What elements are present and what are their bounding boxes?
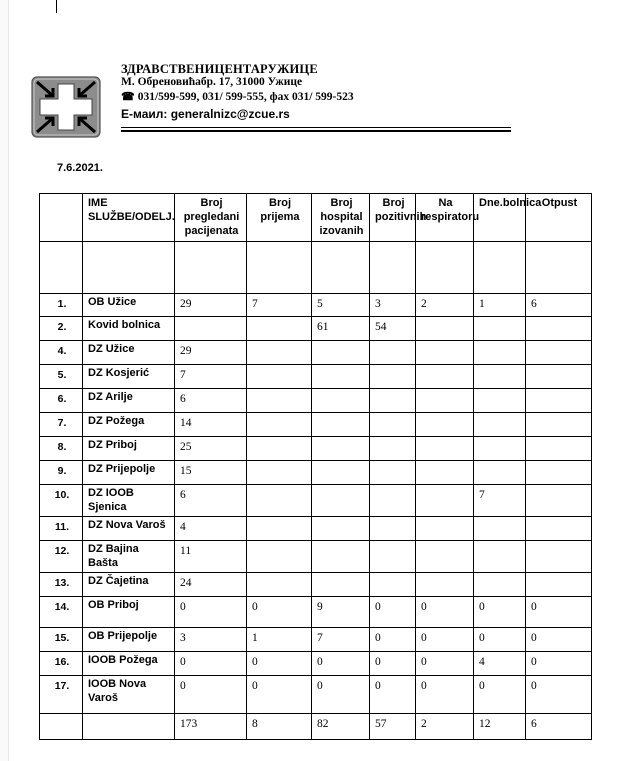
cell-hospitalized: 9 — [312, 597, 370, 628]
cell-day-hospital — [474, 573, 526, 597]
cell-discharge — [526, 365, 592, 389]
cell-day-hospital — [474, 517, 526, 541]
cell-hospitalized — [312, 517, 370, 541]
cell-examined: 173 — [175, 714, 247, 740]
header-positive: Broj pozitivnih — [370, 194, 416, 242]
cell-respirator — [416, 573, 474, 597]
cell-num: 8. — [40, 437, 83, 461]
cell-admissions: 0 — [247, 652, 312, 676]
cell-hospitalized: 0 — [312, 676, 370, 714]
cell-admissions — [247, 541, 312, 573]
cell-admissions — [247, 573, 312, 597]
cell-hospitalized: 61 — [312, 317, 370, 341]
cell-examined: 0 — [175, 597, 247, 628]
cell-day-hospital — [474, 341, 526, 365]
table-row — [40, 341, 592, 365]
cell-respirator — [416, 485, 474, 517]
header-admissions: Broj prijema — [247, 194, 312, 242]
cell-positive — [370, 573, 416, 597]
cell-day-hospital: 1 — [474, 294, 526, 317]
cell-num: 12. — [40, 541, 83, 573]
table-row — [40, 573, 592, 597]
cell-day-hospital — [474, 461, 526, 485]
cell-respirator: 0 — [416, 628, 474, 652]
cell-respirator — [416, 437, 474, 461]
cell-name: IOOB Nova Varoš — [83, 676, 175, 714]
health-center-logo — [31, 76, 101, 138]
cell-discharge — [526, 341, 592, 365]
cell-admissions — [247, 341, 312, 365]
cell-num: 10. — [40, 485, 83, 517]
cell-admissions — [247, 317, 312, 341]
cell-hospitalized — [312, 461, 370, 485]
cell-num: 5. — [40, 365, 83, 389]
cell-name: DZ Priboj — [83, 437, 175, 461]
cell-num: 15. — [40, 628, 83, 652]
cell-name: IOOB Požega — [83, 652, 175, 676]
cell-hospitalized — [312, 485, 370, 517]
cell-day-hospital — [474, 437, 526, 461]
cell-name: DZ Užice — [83, 341, 175, 365]
cell-discharge — [526, 413, 592, 437]
page-margin — [0, 0, 9, 761]
cell-day-hospital: 7 — [474, 485, 526, 517]
table-row — [40, 541, 592, 573]
table-row — [40, 652, 592, 676]
cell-day-hospital: 0 — [474, 628, 526, 652]
cell-respirator: 0 — [416, 597, 474, 628]
table-row — [40, 389, 592, 413]
cell-hospitalized: 0 — [312, 652, 370, 676]
report-date: 7.6.2021. — [57, 162, 103, 174]
cell-name: DZ Arilje — [83, 389, 175, 413]
cell-admissions: 1 — [247, 628, 312, 652]
header-hospitalized: Broj hospital izovanih — [312, 194, 370, 242]
cell-positive — [370, 541, 416, 573]
cell-hospitalized: 7 — [312, 628, 370, 652]
cell-name — [83, 714, 175, 740]
cell-day-hospital — [474, 541, 526, 573]
cell-examined: 24 — [175, 573, 247, 597]
cell-discharge: 0 — [526, 597, 592, 628]
cell-num: 16. — [40, 652, 83, 676]
cell-respirator — [416, 541, 474, 573]
table-row — [40, 413, 592, 437]
cell-hospitalized — [312, 541, 370, 573]
cell-discharge — [526, 389, 592, 413]
cell-discharge — [526, 461, 592, 485]
cell-examined: 4 — [175, 517, 247, 541]
cell-discharge: 0 — [526, 676, 592, 714]
cell-positive — [370, 437, 416, 461]
cell-name: Kovid bolnica — [83, 317, 175, 341]
cell-respirator — [416, 341, 474, 365]
cell-discharge — [526, 317, 592, 341]
header-unit-name: IME SLUŽBE/ODELJ. — [83, 194, 175, 242]
cell-name: OB Prijepolje — [83, 628, 175, 652]
cell-discharge — [526, 517, 592, 541]
table-row — [40, 437, 592, 461]
cell-hospitalized — [312, 389, 370, 413]
cell-admissions: 8 — [247, 714, 312, 740]
cell-day-hospital — [474, 317, 526, 341]
report-table — [39, 193, 592, 740]
totals-row — [40, 714, 592, 740]
cell-respirator: 0 — [416, 676, 474, 714]
cell-admissions — [247, 365, 312, 389]
cell-examined: 0 — [175, 676, 247, 714]
cell-examined: 29 — [175, 341, 247, 365]
cell-positive: 0 — [370, 676, 416, 714]
cell-respirator: 2 — [416, 714, 474, 740]
cell-num: 2. — [40, 317, 83, 341]
cell-discharge — [526, 485, 592, 517]
table-row — [40, 317, 592, 341]
cell-positive — [370, 389, 416, 413]
cell-positive — [370, 485, 416, 517]
cell-examined: 25 — [175, 437, 247, 461]
cell-discharge: 0 — [526, 652, 592, 676]
cell-positive — [370, 413, 416, 437]
table-row — [40, 461, 592, 485]
cell-hospitalized — [312, 413, 370, 437]
table-spacer-row — [40, 242, 592, 294]
cell-positive — [370, 341, 416, 365]
cell-examined: 0 — [175, 652, 247, 676]
cell-name: DZ Bajina Bašta — [83, 541, 175, 573]
cell-day-hospital: 0 — [474, 597, 526, 628]
cell-name: DZ Kosjerić — [83, 365, 175, 389]
cell-discharge: 0 — [526, 628, 592, 652]
cell-name: OB Priboj — [83, 597, 175, 628]
cell-respirator: 2 — [416, 294, 474, 317]
cell-discharge — [526, 573, 592, 597]
table-header-row — [40, 194, 592, 242]
cell-respirator — [416, 461, 474, 485]
cell-admissions — [247, 517, 312, 541]
cell-discharge: 6 — [526, 294, 592, 317]
cell-admissions — [247, 485, 312, 517]
cell-hospitalized — [312, 341, 370, 365]
cell-positive — [370, 461, 416, 485]
cell-examined: 29 — [175, 294, 247, 317]
cell-admissions — [247, 389, 312, 413]
cell-positive: 3 — [370, 294, 416, 317]
telephone-icon: ☎ — [121, 91, 135, 103]
header-respirator: Na respiratoru — [416, 194, 474, 242]
table-row — [40, 517, 592, 541]
table-row — [40, 628, 592, 652]
cell-num: 13. — [40, 573, 83, 597]
cell-respirator — [416, 413, 474, 437]
cell-num: 1. — [40, 294, 83, 317]
cell-name: DZ Požega — [83, 413, 175, 437]
cell-day-hospital — [474, 365, 526, 389]
cell-num: 9. — [40, 461, 83, 485]
cell-examined: 7 — [175, 365, 247, 389]
cell-day-hospital: 4 — [474, 652, 526, 676]
cell-respirator — [416, 365, 474, 389]
cell-examined: 11 — [175, 541, 247, 573]
cell-discharge — [526, 541, 592, 573]
cell-admissions: 0 — [247, 676, 312, 714]
cell-admissions: 0 — [247, 597, 312, 628]
cell-num: 7. — [40, 413, 83, 437]
cell-num — [40, 714, 83, 740]
cell-examined: 14 — [175, 413, 247, 437]
institution-name: ЗДРАВСТВЕНИЦЕНТАРУЖИЦЕ — [121, 62, 318, 76]
cell-examined: 3 — [175, 628, 247, 652]
cell-num: 11. — [40, 517, 83, 541]
cell-respirator: 0 — [416, 652, 474, 676]
cell-discharge — [526, 437, 592, 461]
cell-name: DZ Čajetina — [83, 573, 175, 597]
table-row — [40, 365, 592, 389]
institution-phone — [121, 90, 354, 103]
cell-respirator — [416, 317, 474, 341]
cell-num: 6. — [40, 389, 83, 413]
cell-hospitalized — [312, 437, 370, 461]
table-row — [40, 676, 592, 714]
table-row — [40, 485, 592, 517]
cell-positive — [370, 365, 416, 389]
institution-email: Е-маил: generalnizc@zcue.rs — [121, 107, 290, 121]
header-examined: Broj pregledani pacijenata — [175, 194, 247, 242]
cell-positive: 0 — [370, 652, 416, 676]
cell-name: OB Užice — [83, 294, 175, 317]
cell-hospitalized — [312, 365, 370, 389]
cell-admissions — [247, 461, 312, 485]
cell-hospitalized: 5 — [312, 294, 370, 317]
header-discharge: Otpust — [526, 194, 592, 242]
table-row — [40, 294, 592, 317]
phone-numbers: 031/599-599, 031/ 599-555, фах 031/ 599-523 — [137, 91, 354, 103]
cell-admissions: 7 — [247, 294, 312, 317]
cell-day-hospital: 12 — [474, 714, 526, 740]
cell-examined — [175, 317, 247, 341]
header-rule-thin — [121, 127, 511, 128]
cell-positive: 54 — [370, 317, 416, 341]
institution-address: М. Обреновићабр. 17, 31000 Ужице — [121, 76, 303, 88]
cell-examined: 6 — [175, 389, 247, 413]
cell-day-hospital: 0 — [474, 676, 526, 714]
cell-num: 14. — [40, 597, 83, 628]
header-rule-thick — [121, 130, 511, 132]
cell-day-hospital — [474, 389, 526, 413]
cell-num: 17. — [40, 676, 83, 714]
cell-num: 4. — [40, 341, 83, 365]
cell-positive: 0 — [370, 628, 416, 652]
cell-admissions — [247, 437, 312, 461]
cell-name: DZ Prijepolje — [83, 461, 175, 485]
cell-positive: 0 — [370, 597, 416, 628]
cell-examined: 6 — [175, 485, 247, 517]
header-number — [40, 194, 83, 242]
cell-discharge: 6 — [526, 714, 592, 740]
cell-day-hospital — [474, 413, 526, 437]
cell-positive: 57 — [370, 714, 416, 740]
text-cursor — [56, 0, 57, 13]
header-day-hospital: Dne.bolnica — [474, 194, 526, 242]
cell-hospitalized: 82 — [312, 714, 370, 740]
cell-admissions — [247, 413, 312, 437]
cell-hospitalized — [312, 573, 370, 597]
cell-name: DZ IOOB Sjenica — [83, 485, 175, 517]
cell-positive — [370, 517, 416, 541]
cell-respirator — [416, 389, 474, 413]
cell-name: DZ Nova Varoš — [83, 517, 175, 541]
cell-examined: 15 — [175, 461, 247, 485]
table-row — [40, 597, 592, 628]
cell-respirator — [416, 517, 474, 541]
